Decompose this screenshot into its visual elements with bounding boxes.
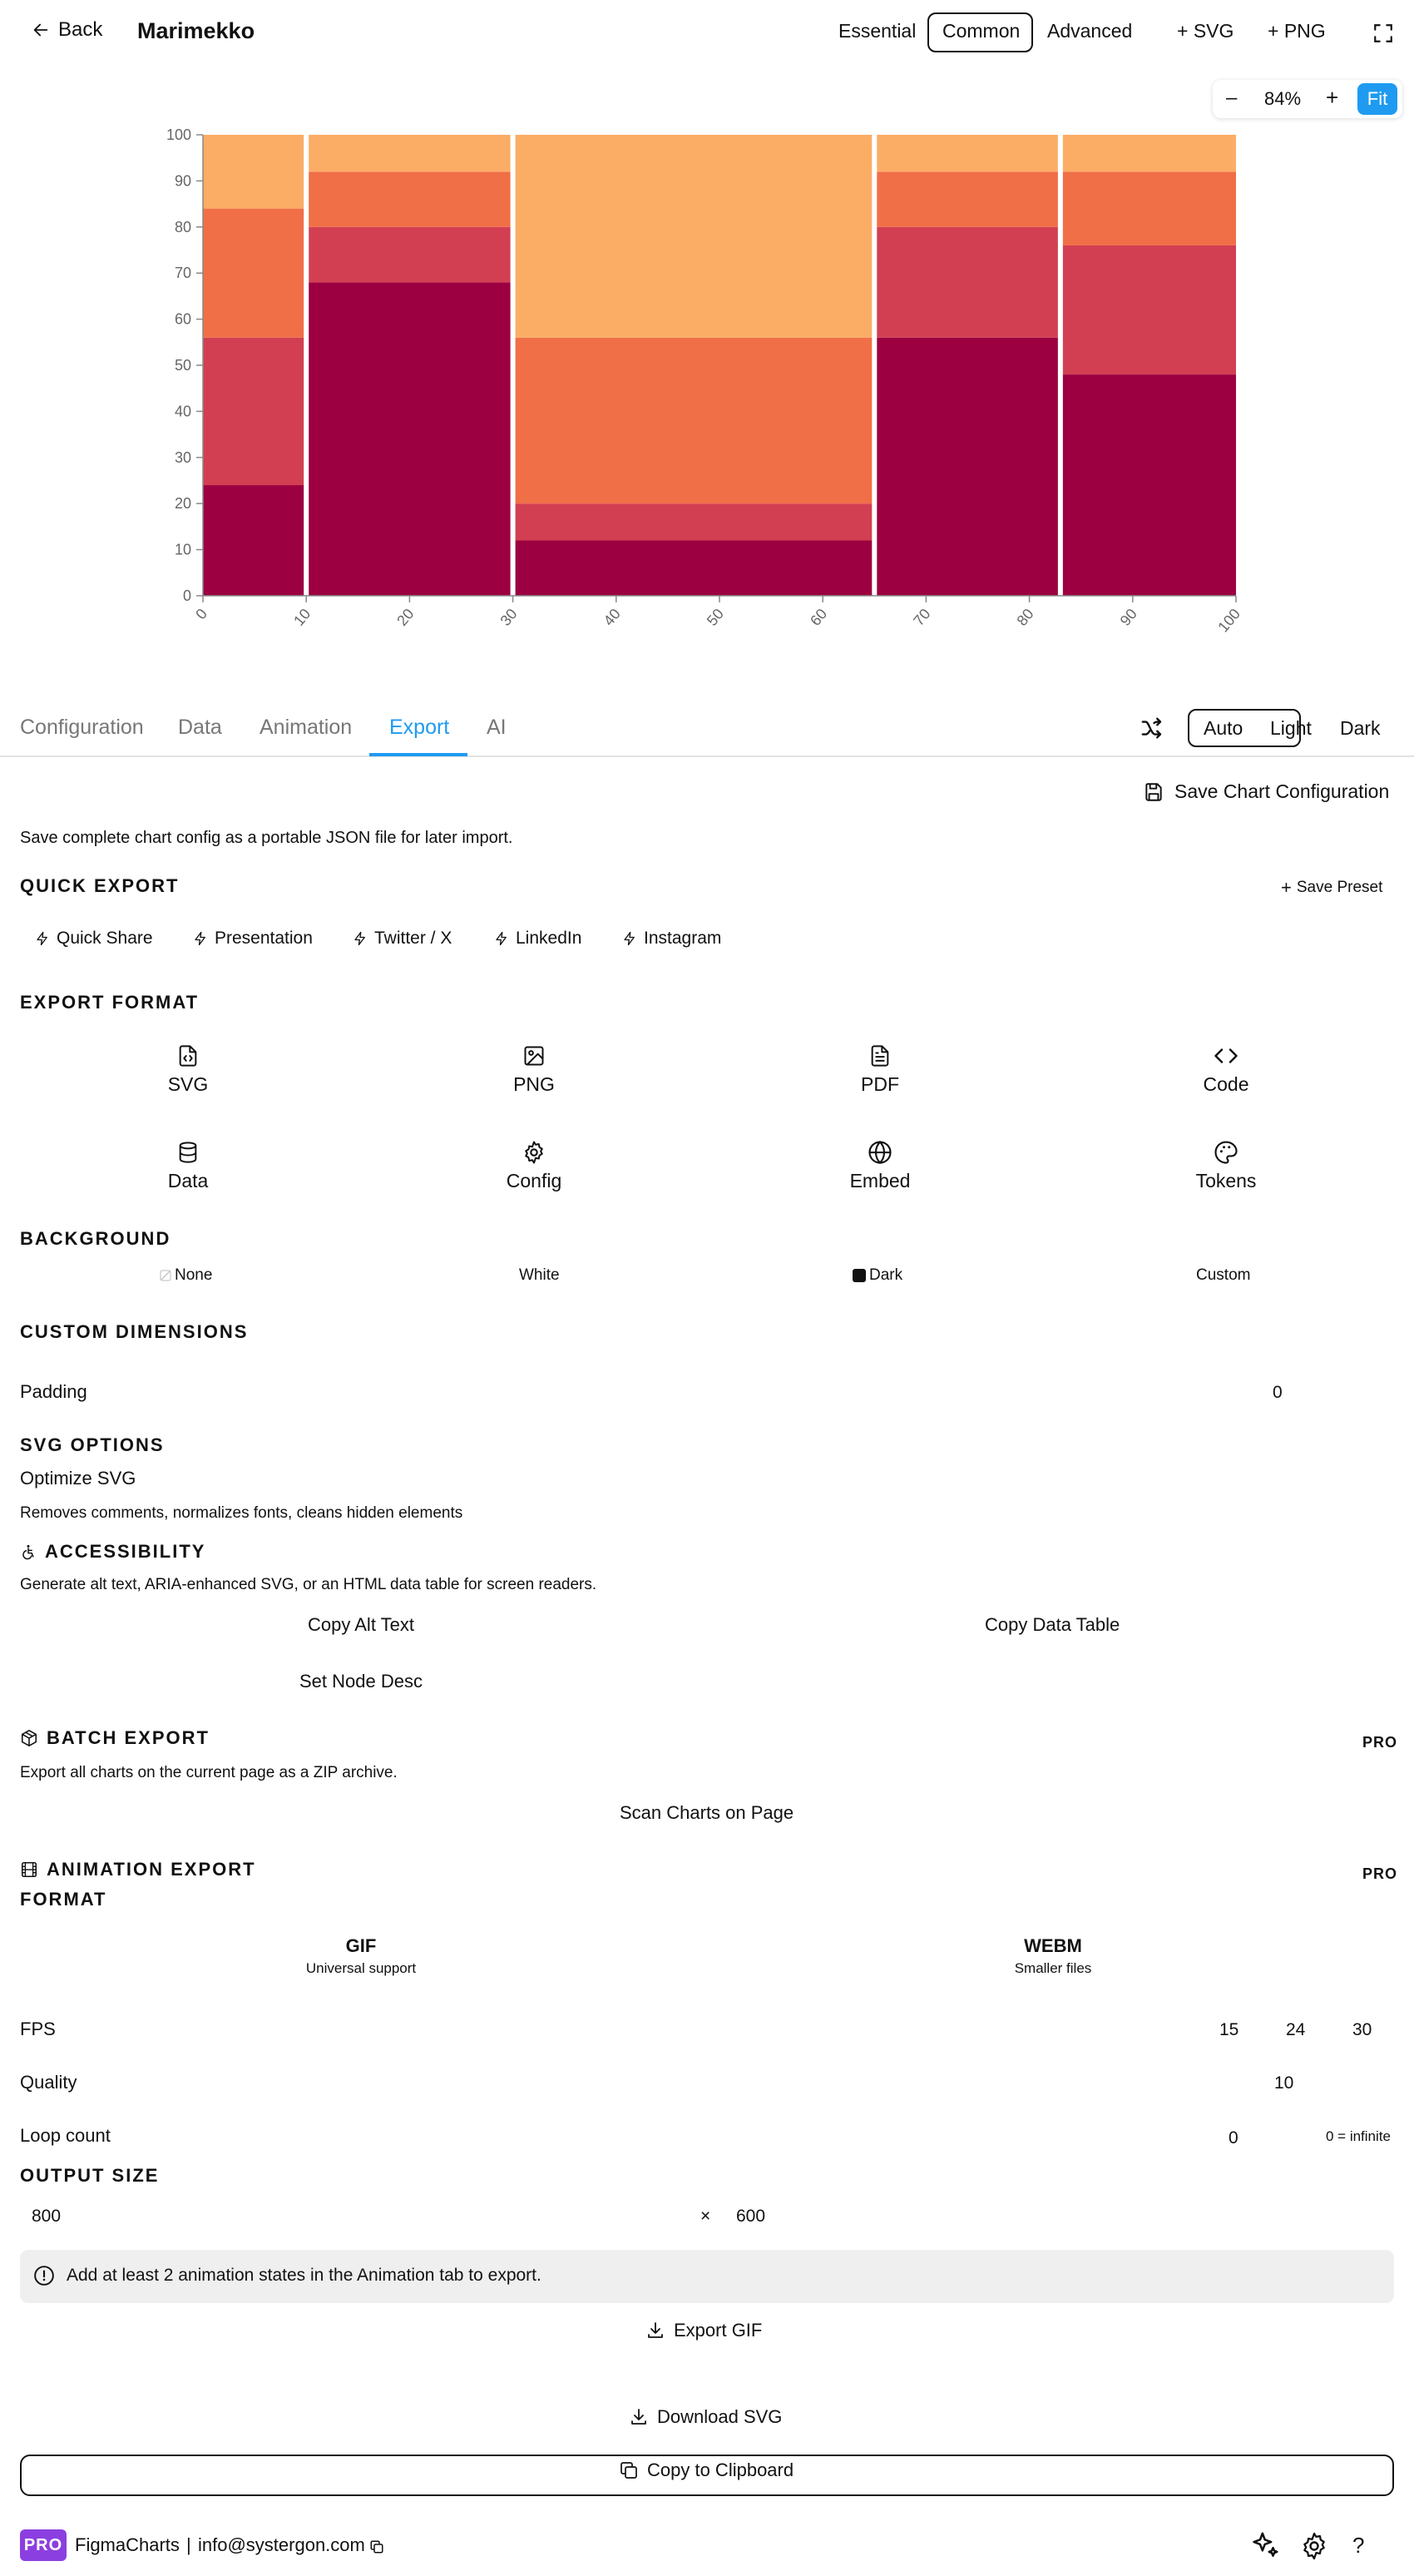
gif-subtitle: Universal support — [305, 1960, 417, 1976]
save-preset-button[interactable] — [1281, 877, 1382, 899]
animation-format-webm[interactable] — [970, 1935, 1136, 1977]
bolt-icon — [622, 930, 637, 947]
zoom-level: 84% — [1264, 88, 1302, 109]
marimekko-segment — [1063, 135, 1236, 171]
copy-email-icon[interactable] — [369, 2539, 384, 2554]
top-bar — [0, 0, 1414, 67]
y-tick-label: 80 — [174, 218, 191, 235]
loop-count-label: Loop count — [20, 2125, 111, 2146]
x-tick-label: 60 — [807, 605, 831, 629]
animation-notice-text: Add at least 2 animation states in the Animation tab to export. — [67, 2266, 541, 2285]
webm-label: WEBM — [1024, 1935, 1082, 1956]
transparent-swatch-icon — [160, 1270, 171, 1281]
accessibility-title: ACCESSIBILITY — [45, 1541, 206, 1562]
bolt-icon — [193, 930, 208, 947]
download-icon — [645, 2321, 665, 2341]
format-label: Config — [506, 1170, 562, 1191]
package-icon — [20, 1729, 38, 1747]
zoom-in-button[interactable]: + — [1326, 85, 1339, 110]
tabs-divider — [0, 755, 1414, 757]
format-label: Tokens — [1195, 1170, 1257, 1191]
copy-to-clipboard-content — [619, 2460, 794, 2481]
background-none[interactable] — [160, 1266, 212, 1285]
quick-export-label: Instagram — [644, 929, 722, 948]
y-tick-label: 100 — [166, 126, 191, 143]
marimekko-segment — [516, 503, 873, 540]
output-size-times: × — [700, 2207, 711, 2226]
fps-option-15[interactable]: 15 — [1219, 2020, 1239, 2039]
animation-format-gif[interactable] — [278, 1935, 444, 1977]
batch-export-header — [20, 1727, 210, 1749]
copy-to-clipboard-label: Copy to Clipboard — [647, 2460, 794, 2480]
page-title: Marimekko — [137, 18, 255, 43]
quick-export-title: QUICK EXPORT — [20, 875, 180, 896]
y-tick-label: 70 — [174, 265, 191, 282]
x-tick-label: 40 — [600, 605, 624, 629]
marimekko-segment — [516, 135, 873, 338]
batch-pro-badge: PRO — [1362, 1734, 1398, 1751]
background-dark-label: Dark — [869, 1266, 903, 1284]
format-label: Embed — [849, 1170, 911, 1191]
scan-charts-button[interactable]: Scan Charts on Page — [620, 1802, 794, 1823]
shuffle-icon[interactable] — [1140, 716, 1164, 741]
marimekko-segment — [203, 338, 304, 485]
mode-advanced[interactable]: Advanced — [1047, 20, 1133, 42]
back-label: Back — [58, 18, 103, 41]
film-icon — [20, 1860, 38, 1879]
custom-dimensions-title: CUSTOM DIMENSIONS — [20, 1321, 249, 1342]
set-node-desc-button[interactable]: Set Node Desc — [299, 1671, 423, 1692]
arrow-left-icon — [32, 21, 50, 39]
y-tick-label: 90 — [174, 172, 191, 190]
animation-export-title: ANIMATION EXPORT — [47, 1859, 256, 1880]
y-tick-label: 30 — [174, 448, 191, 466]
padding-label: Padding — [20, 1381, 87, 1402]
zoom-out-button[interactable]: – — [1226, 87, 1238, 109]
y-tick-label: 60 — [174, 310, 191, 328]
tab-configuration[interactable]: Configuration — [20, 716, 144, 739]
save-config-description: Save complete chart config as a portable JSON file for later import. — [20, 829, 513, 847]
theme-dark[interactable]: Dark — [1340, 717, 1381, 739]
export-format-title: EXPORT FORMAT — [20, 992, 200, 1013]
bolt-icon — [353, 930, 368, 947]
add-svg-button[interactable]: + SVG — [1177, 20, 1234, 42]
animation-pro-badge: PRO — [1362, 1865, 1398, 1882]
gear-icon — [522, 1140, 546, 1165]
y-tick-label: 0 — [182, 587, 191, 604]
marimekko-segment — [203, 485, 304, 596]
copy-alt-text-button[interactable]: Copy Alt Text — [308, 1614, 414, 1635]
marimekko-segment — [1063, 171, 1236, 245]
export-gif-button[interactable] — [645, 2320, 762, 2341]
save-icon — [1143, 781, 1164, 803]
database-icon — [176, 1140, 200, 1165]
footer-pro-badge: PRO — [20, 2529, 67, 2561]
format-config[interactable] — [467, 1138, 601, 1192]
quality-label: Quality — [20, 2072, 77, 2093]
tab-animation[interactable]: Animation — [260, 716, 353, 739]
export-gif-label: Export GIF — [674, 2320, 763, 2341]
gif-label: GIF — [345, 1935, 377, 1956]
quick-export-label: Presentation — [215, 929, 313, 948]
marimekko-segment — [1063, 374, 1236, 596]
download-svg-label: Download SVG — [657, 2406, 783, 2427]
fps-label: FPS — [20, 2019, 56, 2039]
format-label: PDF — [861, 1073, 899, 1095]
animation-export-header — [20, 1859, 256, 1880]
fps-option-30[interactable]: 30 — [1352, 2020, 1372, 2039]
add-png-button[interactable]: + PNG — [1268, 20, 1326, 42]
marimekko-segment — [309, 227, 510, 282]
format-code[interactable] — [1159, 1042, 1293, 1096]
marimekko-segment — [309, 282, 510, 596]
quick-export-linkedin[interactable] — [494, 929, 581, 949]
x-tick-label: 10 — [290, 605, 314, 629]
zoom-fit-button[interactable]: Fit — [1357, 83, 1397, 115]
copy-data-table-button[interactable]: Copy Data Table — [985, 1614, 1120, 1635]
marimekko-segment — [1063, 245, 1236, 374]
marimekko-segment — [203, 209, 304, 338]
format-tokens[interactable] — [1159, 1138, 1293, 1192]
format-svg[interactable] — [121, 1042, 255, 1096]
fps-option-24[interactable]: 24 — [1286, 2020, 1306, 2039]
active-tab-indicator — [369, 753, 467, 756]
accessibility-header — [20, 1541, 205, 1563]
marimekko-segment — [309, 171, 510, 226]
output-width-input[interactable]: 800 — [32, 2207, 62, 2226]
quick-export-twitter[interactable] — [353, 929, 452, 949]
webm-subtitle: Smaller files — [1014, 1960, 1092, 1976]
tab-ai[interactable]: AI — [487, 716, 507, 739]
fullscreen-icon[interactable] — [1372, 22, 1394, 44]
y-tick-label: 40 — [174, 403, 191, 420]
format-embed[interactable] — [813, 1138, 947, 1192]
background-none-label: None — [175, 1266, 213, 1284]
save-chart-config-button[interactable] — [1143, 780, 1389, 803]
x-tick-label: 100 — [1214, 605, 1244, 636]
output-height-input[interactable]: 600 — [736, 2207, 766, 2226]
theme-light[interactable]: Light — [1270, 717, 1312, 739]
x-tick-label: 0 — [192, 605, 211, 623]
marimekko-segment — [203, 135, 304, 209]
format-pdf[interactable] — [813, 1042, 947, 1096]
marimekko-segment — [516, 338, 873, 503]
x-tick-label: 30 — [497, 605, 521, 629]
marimekko-segment — [877, 135, 1058, 171]
quick-export-label: LinkedIn — [516, 929, 582, 948]
svg-options-title: SVG OPTIONS — [20, 1434, 165, 1455]
format-png[interactable] — [467, 1042, 601, 1096]
marimekko-segment — [516, 541, 873, 596]
optimize-svg-description: Removes comments, normalizes fonts, cleans hidden elements — [20, 1504, 463, 1522]
bolt-icon — [494, 930, 509, 947]
bolt-icon — [35, 930, 50, 947]
x-tick-label: 50 — [703, 605, 728, 629]
batch-export-description: Export all charts on the current page as a ZIP archive. — [20, 1764, 398, 1781]
image-icon — [522, 1043, 546, 1068]
footer-brand: FigmaCharts — [75, 2534, 180, 2555]
globe-icon — [868, 1140, 892, 1165]
copy-icon — [619, 2460, 639, 2480]
code-icon — [1214, 1043, 1238, 1068]
tab-data[interactable]: Data — [178, 716, 222, 739]
y-tick-label: 20 — [174, 495, 191, 513]
quick-export-quick-share[interactable] — [35, 929, 153, 949]
file-code-icon — [176, 1043, 200, 1068]
save-preset-label: Save Preset — [1296, 879, 1383, 896]
download-icon — [629, 2407, 649, 2427]
footer-email[interactable]: info@systergon.com — [198, 2534, 365, 2555]
format-label: SVG — [167, 1073, 209, 1095]
x-tick-label: 90 — [1116, 605, 1140, 629]
accessibility-description: Generate alt text, ARIA-enhanced SVG, or an HTML data table for screen readers. — [20, 1576, 597, 1593]
loop-count-input[interactable]: 0 — [1229, 2128, 1238, 2147]
quick-export-instagram[interactable] — [622, 929, 721, 949]
background-dark[interactable] — [853, 1266, 902, 1285]
file-text-icon — [868, 1043, 892, 1068]
x-tick-label: 20 — [393, 605, 418, 629]
background-white[interactable]: White — [519, 1266, 560, 1284]
save-config-label: Save Chart Configuration — [1174, 780, 1390, 802]
quick-export-presentation[interactable] — [193, 929, 313, 949]
mode-essential[interactable]: Essential — [838, 20, 917, 42]
plus-icon: + — [1281, 877, 1292, 898]
x-tick-label: 70 — [910, 605, 934, 629]
marimekko-segment — [877, 338, 1058, 596]
loop-count-hint: 0 = infinite — [1326, 2128, 1391, 2144]
animation-notice-content — [33, 2265, 541, 2286]
sparkles-icon[interactable] — [1249, 2529, 1281, 2561]
background-title: BACKGROUND — [20, 1228, 171, 1249]
tab-export[interactable]: Export — [389, 716, 450, 739]
dark-swatch-icon — [853, 1269, 866, 1282]
marimekko-segment — [877, 171, 1058, 226]
palette-icon — [1214, 1140, 1238, 1165]
footer-separator: | — [186, 2534, 191, 2555]
format-data[interactable] — [121, 1138, 255, 1192]
marimekko-segment — [309, 135, 510, 171]
optimize-svg-toggle[interactable]: Optimize SVG — [20, 1468, 136, 1489]
info-icon — [33, 2265, 55, 2286]
download-svg-button[interactable] — [629, 2406, 782, 2428]
quick-export-label: Twitter / X — [374, 929, 452, 948]
quick-export-label: Quick Share — [57, 929, 153, 948]
theme-auto[interactable]: Auto — [1204, 717, 1243, 739]
animation-format-title: FORMAT — [20, 1889, 107, 1910]
format-label: Data — [167, 1170, 209, 1191]
back-button[interactable] — [32, 18, 102, 42]
y-tick-label: 10 — [174, 541, 191, 558]
padding-input[interactable]: 0 — [1273, 1383, 1283, 1402]
format-label: PNG — [513, 1073, 555, 1095]
format-label: Code — [1203, 1073, 1249, 1095]
marimekko-chart — [0, 116, 1414, 649]
y-tick-label: 50 — [174, 357, 191, 374]
quality-input[interactable]: 10 — [1274, 2073, 1294, 2093]
settings-gear-icon[interactable] — [1299, 2531, 1329, 2561]
x-tick-label: 80 — [1013, 605, 1037, 629]
marimekko-segment — [877, 227, 1058, 338]
mode-common[interactable]: Common — [942, 20, 1021, 42]
help-button[interactable]: ? — [1352, 2533, 1365, 2558]
background-custom[interactable]: Custom — [1196, 1266, 1251, 1284]
batch-export-title: BATCH EXPORT — [47, 1727, 210, 1748]
wheelchair-icon — [20, 1543, 37, 1561]
output-size-title: OUTPUT SIZE — [20, 2165, 160, 2186]
